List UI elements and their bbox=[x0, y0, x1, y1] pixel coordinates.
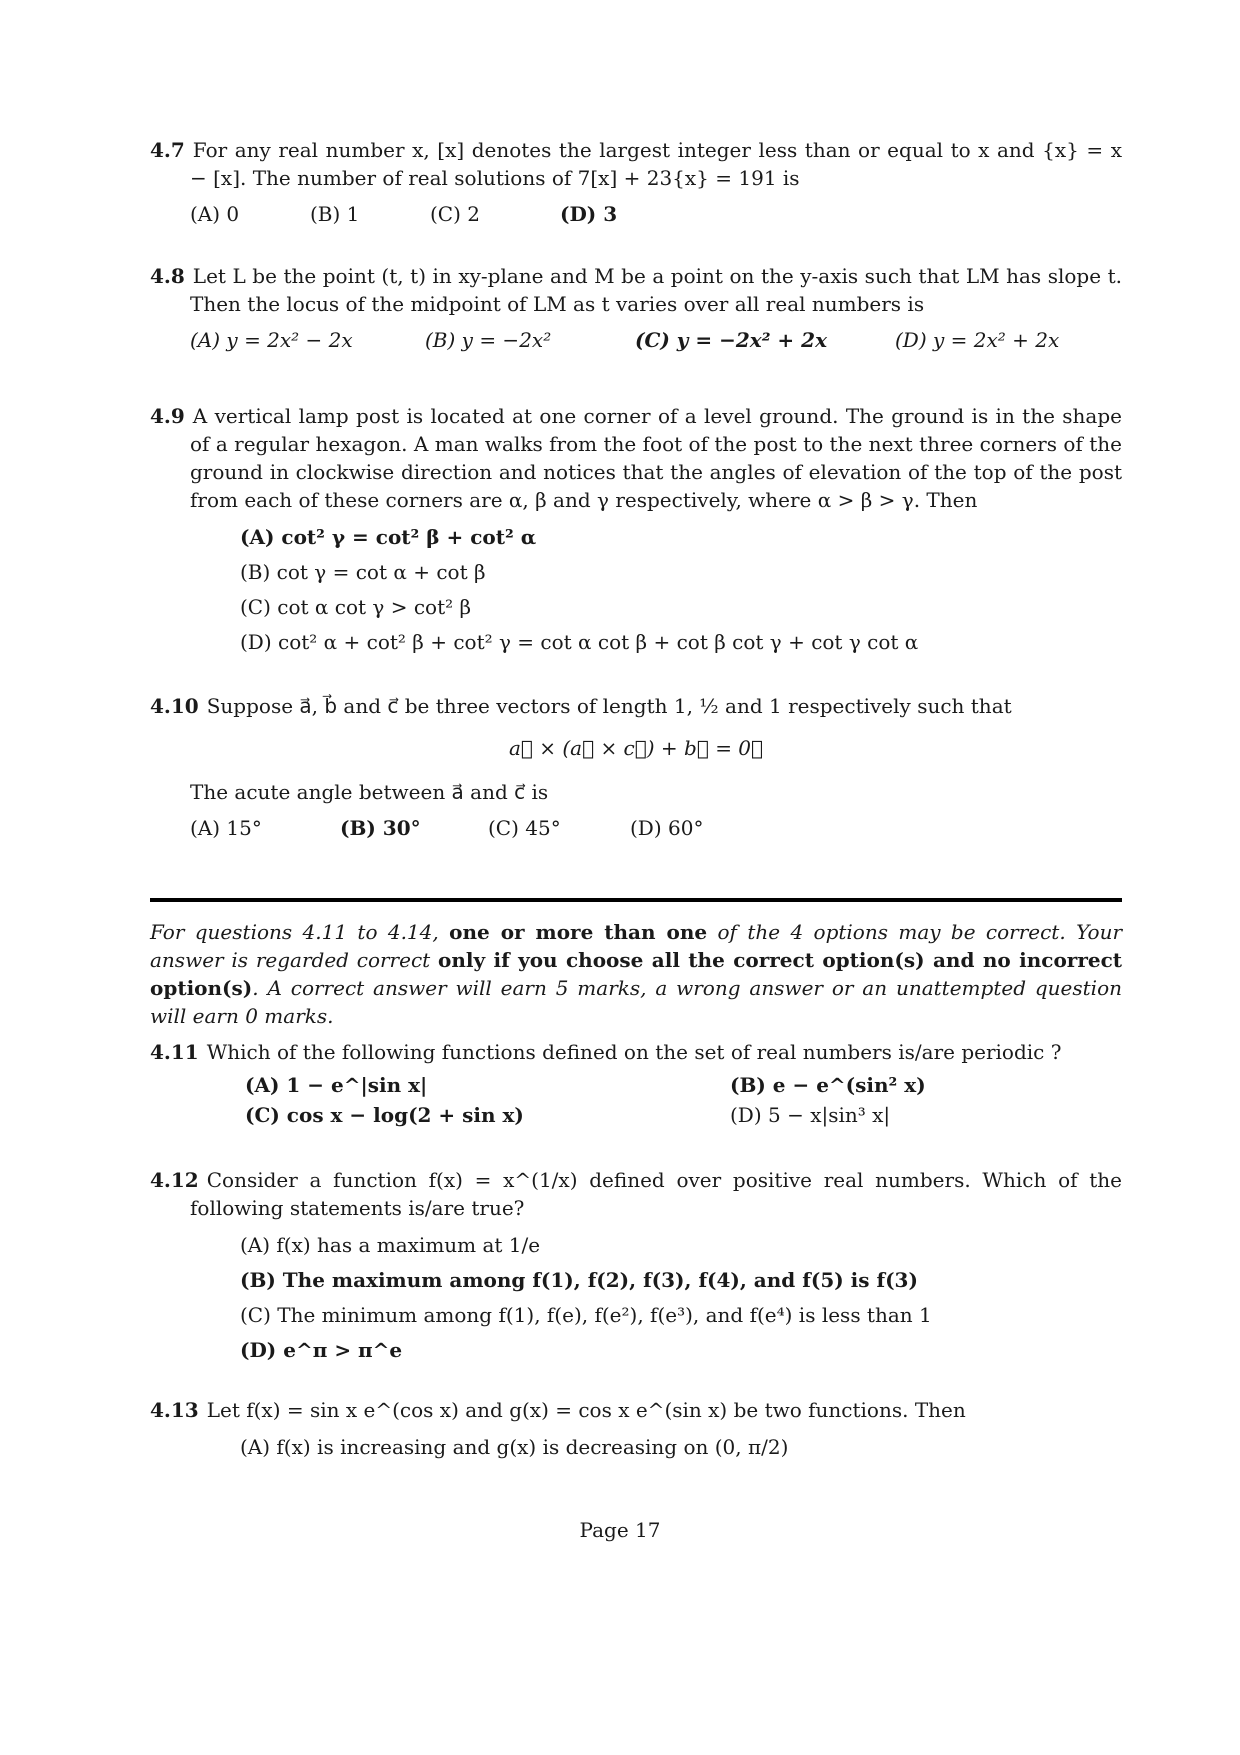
question-text: Consider a function f(x) = x^(1/x) defined over positive real numbers. Which of the following statements is/are true? bbox=[190, 1168, 1122, 1220]
option-c: (C) cot α cot γ > cot² β bbox=[240, 595, 472, 619]
question-4-9 bbox=[150, 402, 1122, 660]
option-a: (A) 15° bbox=[190, 816, 262, 840]
option-c: (C) 2 bbox=[430, 202, 480, 226]
question-4-12 bbox=[150, 1166, 1122, 1368]
question-text: Let f(x) = sin x e^(cos x) and g(x) = cos x e^(sin x) be two functions. Then bbox=[206, 1398, 966, 1422]
question-number: 4.13 bbox=[150, 1398, 199, 1422]
option-c-correct: (C) cos x − log(2 + sin x) bbox=[245, 1103, 524, 1127]
option-d: (D) cot² α + cot² β + cot² γ = cot α cot β + cot β cot γ + cot γ cot α bbox=[240, 630, 919, 654]
instructions-emphasis: one or more than one bbox=[449, 920, 708, 944]
question-number: 4.12 bbox=[150, 1168, 199, 1192]
option-d-correct: (D) e^π > π^e bbox=[240, 1338, 403, 1362]
instructions-text: For questions 4.11 to 4.14, bbox=[150, 920, 439, 944]
section-divider bbox=[150, 898, 1122, 902]
instructions-emphasis: only if you choose all the correct option(s) and no incorrect option(s) bbox=[150, 948, 1122, 1000]
options bbox=[150, 200, 1122, 228]
question-4-13 bbox=[150, 1396, 1122, 1465]
option-b: (B) cot γ = cot α + cot β bbox=[240, 560, 486, 584]
question-followup: The acute angle between a⃗ and c⃗ is bbox=[190, 780, 549, 804]
option-b: (B) y = −2x² bbox=[425, 328, 552, 352]
option-d-correct: (D) 3 bbox=[560, 202, 618, 226]
question-text: A vertical lamp post is located at one corner of a level ground. The ground is in the shape of a regular hexagon. A man walks from the foot of the post to the next three corners of the ground in clockwise direction and notices that the angles of elevation of the top of the post from each of these corners are α, β and γ respectively, where α > β > γ. Then bbox=[190, 404, 1122, 512]
question-text: Suppose a⃗, b⃗ and c⃗ be three vectors of length 1, ½ and 1 respectively such that bbox=[206, 694, 1012, 718]
options bbox=[150, 326, 1122, 354]
option-c: (C) The minimum among f(1), f(e), f(e²), f(e³), and f(e⁴) is less than 1 bbox=[240, 1303, 932, 1327]
option-c-correct: (C) y = −2x² + 2x bbox=[635, 328, 827, 352]
options bbox=[150, 520, 1122, 660]
instructions-text: . A correct answer will earn 5 marks, a wrong answer or an unattempted question will earn 0 marks. bbox=[150, 976, 1122, 1028]
question-text: Let L be the point (t, t) in xy-plane and M be a point on the y-axis such that LM has slope t. Then the locus of the midpoint of LM as t varies over all real numbers is bbox=[190, 264, 1122, 316]
option-a: (A) y = 2x² − 2x bbox=[190, 328, 353, 352]
question-number: 4.11 bbox=[150, 1040, 199, 1064]
instructions-text: of the 4 options may be correct. Your answer is regarded correct bbox=[150, 920, 1123, 972]
option-a: (A) f(x) has a maximum at 1/e bbox=[240, 1233, 541, 1257]
question-number: 4.10 bbox=[150, 694, 199, 718]
section-instructions bbox=[150, 918, 1122, 1030]
option-b-correct: (B) The maximum among f(1), f(2), f(3), f(4), and f(5) is f(3) bbox=[240, 1268, 918, 1292]
question-number: 4.8 bbox=[150, 264, 185, 288]
option-d: (D) 60° bbox=[630, 816, 704, 840]
question-4-11 bbox=[150, 1038, 1122, 1130]
option-a: (A) 0 bbox=[190, 202, 240, 226]
option-a-correct: (A) cot² γ = cot² β + cot² α bbox=[240, 525, 537, 549]
option-b-correct: (B) e − e^(sin² x) bbox=[730, 1073, 926, 1097]
option-d: (D) 5 − x|sin³ x| bbox=[730, 1103, 891, 1127]
question-text: For any real number x, [x] denotes the largest integer less than or equal to x and {x} = x − [x]. The number of real solutions of 7[x] + 23{x} = 191 is bbox=[190, 138, 1122, 190]
option-a-correct: (A) 1 − e^|sin x| bbox=[245, 1073, 428, 1097]
vector-equation: a⃗ × (a⃗ × c⃗) + b⃗ = 0⃗ bbox=[508, 736, 764, 760]
options bbox=[150, 1228, 1122, 1368]
question-number: 4.9 bbox=[150, 404, 185, 428]
page-number: Page 17 bbox=[579, 1518, 661, 1542]
options bbox=[150, 1070, 1122, 1130]
question-4-8 bbox=[150, 262, 1122, 354]
option-c: (C) 45° bbox=[488, 816, 561, 840]
question-4-7 bbox=[150, 136, 1122, 228]
option-b-correct: (B) 30° bbox=[340, 816, 421, 840]
question-text: Which of the following functions defined on the set of real numbers is/are periodic ? bbox=[206, 1040, 1062, 1064]
options bbox=[150, 1430, 1122, 1465]
option-b: (B) 1 bbox=[310, 202, 360, 226]
question-4-10 bbox=[150, 692, 1122, 842]
option-d: (D) y = 2x² + 2x bbox=[895, 328, 1060, 352]
options bbox=[150, 814, 1122, 842]
question-number: 4.7 bbox=[150, 138, 185, 162]
option-a: (A) f(x) is increasing and g(x) is decreasing on (0, π/2) bbox=[240, 1435, 789, 1459]
